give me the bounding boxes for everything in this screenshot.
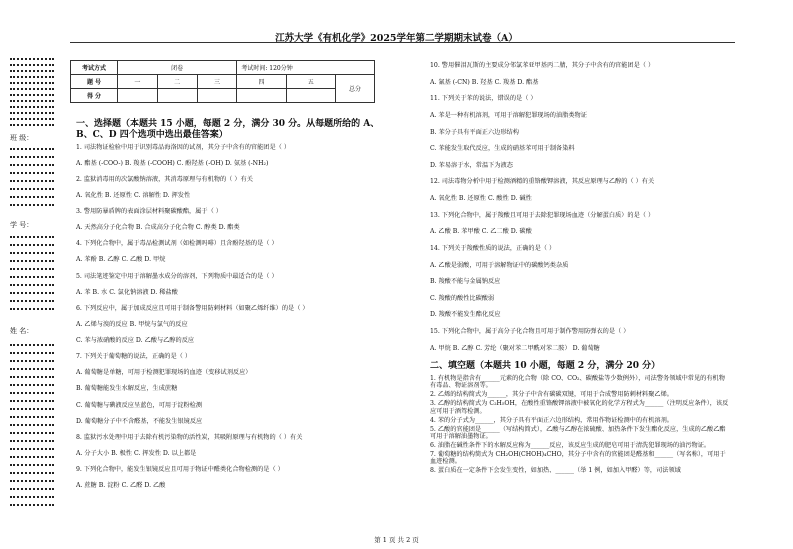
answer-options: C. 羧酸的酸性比碳酸弱 <box>430 294 495 302</box>
name-label: 姓 名： <box>10 327 34 335</box>
question-stem: 8. 监狱污水处理中用于去除有机污染物的活性炭，其吸附原理与有机物的（ ）有关 <box>76 433 303 441</box>
binding-dots <box>10 252 54 257</box>
binding-dots <box>10 76 54 81</box>
binding-dots <box>10 496 54 501</box>
question-stem: 13. 下列化合物中，属于羧酸且可用于去除犯罪现场血迹（分解蛋白质）的是（ ） <box>430 211 655 219</box>
page-footer: 第 1 页 共 2 页 <box>374 536 419 544</box>
title-rule <box>70 42 735 43</box>
question-stem: 1. 司法物证检验中用于识别毒品海洛因的试剂，其分子中含有的官能团是（ ） <box>76 143 291 151</box>
binding-dots <box>10 440 54 445</box>
column-header: 三 <box>197 75 237 89</box>
binding-dots <box>10 480 54 485</box>
fill-blank-question: 5. 乙酸的官能团是______（写结构简式），乙酸与乙醇在浓硫酸、加热条件下发生酯化反应，生成的乙酸乙酯可用于溶解油墨物证。 <box>430 425 726 440</box>
binding-dots <box>10 300 54 305</box>
answer-options: A. 酯基 (-COO-) B. 羧基 (-COOH) C. 酚羟基 (-OH) D. 氨基 (-NH₂) <box>76 159 269 167</box>
answer-options: A. 乙酸 B. 苯甲酸 C. 乙二酸 D. 碳酸 <box>430 228 532 236</box>
score-cell[interactable] <box>118 89 158 103</box>
binding-dots <box>10 416 54 421</box>
binding-dots <box>10 180 54 185</box>
score-cell[interactable] <box>237 89 286 103</box>
fill-blank-question: 1. 有机物是指含有______元素的化合物（除 CO、CO₂、碳酸盐等少数例外），司法警务领域中常见的有机物有毒品、物证溶剂等。 <box>430 375 725 390</box>
exam-time: 考试时间: 120分钟 <box>237 61 375 75</box>
answer-options: C. 苯与浓硝酸的反应 D. 乙酸与乙醇的反应 <box>76 337 195 345</box>
binding-dots <box>10 504 54 509</box>
answer-options: A. 苯 B. 水 C. 氯化钠溶液 D. 稀盐酸 <box>76 288 178 296</box>
binding-dots <box>10 292 54 297</box>
binding-dots <box>10 360 54 365</box>
fill-blank-question: 7. 葡萄糖的结构简式为 CH₂OH(CHOH)₄CHO，其分子中含有的官能团是醛基和______（写名称），可用于血迹检测。 <box>430 451 726 466</box>
question-stem: 10. 警用催泪瓦斯的主要成分邻氯苯亚甲基丙二腈，其分子中含有的官能团是（ ） <box>430 62 655 69</box>
binding-dots <box>10 400 54 405</box>
answer-options: D. 羧酸不能发生酯化反应 <box>430 311 501 319</box>
binding-dots <box>10 58 54 63</box>
answer-options: A. 分子大小 B. 极性 C. 挥发性 D. 以上都是 <box>76 449 197 457</box>
class-label: 班 级： <box>10 134 34 142</box>
student-id-label: 学 号： <box>10 221 34 229</box>
binding-dots <box>10 352 54 357</box>
binding-dots <box>10 268 54 273</box>
question-stem: 5. 司法笔迹鉴定中用于溶解墨水成分的溶剂，下列物质中最适合的是（ ） <box>76 272 278 280</box>
binding-dots <box>10 384 54 389</box>
binding-dots <box>10 70 54 75</box>
fill-blank-question: 8. 蛋白质在一定条件下会发生变性，如加热、______（举 1 例，如加入甲醛）等，司法领域 <box>430 467 681 475</box>
binding-dots <box>10 424 54 429</box>
binding-dots <box>10 344 54 349</box>
answer-options: C. 葡萄糖与碘液反应呈蓝色，可用于淀粉检测 <box>76 401 203 409</box>
section-heading: 一、选择题（本题共 15 小题，每题 2 分，满分 30 分。从每题所给的 A、B、C、D 四个选项中选出最佳答案） <box>76 119 380 140</box>
fill-blank-question: 4. 苯的分子式为______，其分子具有平面正六边形结构，常用作物证检测中的有机溶剂。 <box>430 416 673 424</box>
answer-options: A. 氰基 (-CN) B. 羟基 C. 羧基 D. 酯基 <box>430 78 539 86</box>
binding-dots <box>10 236 54 241</box>
answer-options: B. 羧酸不能与金属钠反应 <box>430 278 501 286</box>
answer-options: A. 天然高分子化合物 B. 合成高分子化合物 C. 醇类 D. 酯类 <box>76 224 240 232</box>
fill-blank-question: 6. 油脂在碱性条件下的水解反应称为______反应，该反应生成的肥皂可用于清洗犯罪现场的油污物证。 <box>430 442 711 450</box>
question-stem: 12. 司法毒物分析中用于检测酒精的重铬酸钾溶液，其反应原理与乙醇的（ ）有关 <box>430 178 655 186</box>
binding-dots <box>10 432 54 437</box>
score-cell[interactable] <box>157 89 197 103</box>
row-title-question: 题 号 <box>71 75 118 89</box>
question-stem: 15. 下列化合物中，属于高分子化合物且可用于制作警用防弹衣的是（ ） <box>430 328 630 335</box>
question-stem: 4. 下列化合物中，属于毒品检测试剂（如检测吗啡）且含酚羟基的是（ ） <box>76 240 278 248</box>
binding-dots <box>10 82 54 87</box>
answer-options: A. 乙酸是弱酸，可用于溶解物证中的碳酸钙类杂质 <box>430 261 569 269</box>
binding-dots <box>10 196 54 201</box>
right-column <box>430 62 730 477</box>
binding-dots <box>10 188 54 193</box>
answer-options: B. 苯分子具有平面正六边形结构 <box>430 128 519 136</box>
question-stem: 9. 下列化合物中，能发生银镜反应且可用于物证中醛类化合物检测的是（ ） <box>76 466 284 474</box>
binding-dots <box>10 308 54 313</box>
answer-options: A. 氧化性 B. 还原性 C. 溶解性 D. 挥发性 <box>76 191 191 199</box>
fill-blank-question: 2. 乙烯的结构简式为______，其分子中含有碳碳双键，可用于合成警用防刺材料聚乙烯。 <box>430 391 673 399</box>
question-stem: 7. 下列关于葡萄糖的说法，正确的是（ ） <box>76 353 192 361</box>
binding-dots <box>10 456 54 461</box>
binding-dots <box>10 164 54 169</box>
row-title-score: 得 分 <box>71 89 118 103</box>
question-stem: 11. 下列关于苯的说法，错误的是（ ） <box>430 95 537 103</box>
answer-options: C. 苯能发生取代反应，生成的硝基苯可用于制备染料 <box>430 145 575 153</box>
question-stem: 2. 监狱消毒用的次氯酸钠溶液，其消毒原理与有机物的（ ）有关 <box>76 175 253 183</box>
score-cell[interactable] <box>286 89 335 103</box>
score-cell[interactable] <box>197 89 237 103</box>
binding-dots <box>10 464 54 469</box>
section-heading: 二、填空题（本题共 10 小题，每题 2 分，满分 20 分） <box>430 361 661 372</box>
question-stem: 6. 下列反应中，属于加成反应且可用于制备警用防刺材料（如聚乙烯纤维）的是（ ） <box>76 304 309 312</box>
binding-dots <box>10 472 54 477</box>
binding-dots <box>10 376 54 381</box>
column-header: 二 <box>157 75 197 89</box>
binding-dots <box>10 276 54 281</box>
binding-dots <box>10 100 54 105</box>
binding-dots <box>10 204 54 209</box>
binding-dots <box>10 260 54 265</box>
answer-options: A. 苯是一种有机溶剂，可用于溶解犯罪现场的油脂类物证 <box>430 111 587 119</box>
binding-dots <box>10 88 54 93</box>
answer-options: A. 苯酚 B. 乙醇 C. 乙酸 D. 甲烷 <box>76 256 166 264</box>
binding-dots <box>10 408 54 413</box>
binding-dots <box>10 106 54 111</box>
binding-dots <box>10 368 54 373</box>
binding-dots <box>10 448 54 453</box>
score-table <box>70 60 375 103</box>
answer-options: A. 葡萄糖是单糖，可用于检测犯罪现场的血迹（变移试剂反应） <box>76 369 252 377</box>
total-label: 总分 <box>336 75 375 103</box>
question-stem: 3. 警用防暴盾牌的表面涂层材料聚碳酸酯，属于（ ） <box>76 208 222 216</box>
answer-options: A. 氧化性 B. 还原性 C. 酸性 D. 碱性 <box>430 195 532 202</box>
binding-dots <box>10 94 54 99</box>
question-stem: 14. 下列关于羧酸性质的说法，正确的是（ ） <box>430 244 556 252</box>
binding-dots <box>10 244 54 249</box>
column-header: 一 <box>118 75 158 89</box>
binding-dots <box>10 118 54 123</box>
answer-options: A. 蔗糖 B. 淀粉 C. 乙醛 D. 乙酸 <box>76 482 166 490</box>
binding-dots <box>10 124 54 129</box>
page-title: 江苏大学《有机化学》2025学年第二学期期末试卷（A） <box>275 33 518 44</box>
answer-options: D. 苯易溶于水，常温下为液态 <box>430 161 513 169</box>
binding-dots <box>10 112 54 117</box>
binding-dots <box>10 64 54 69</box>
binding-dots <box>10 156 54 161</box>
binding-dots <box>10 284 54 289</box>
answer-options: B. 葡萄糖能发生水解反应，生成蔗糖 <box>76 385 178 393</box>
binding-dots <box>10 148 54 153</box>
binding-dots <box>10 172 54 177</box>
exam-type-label: 考试方式 <box>71 61 118 75</box>
answer-options: A. 乙烯与溴的反应 B. 甲烷与氯气的反应 <box>76 320 188 328</box>
fill-blank-question: 3. 乙醇的结构简式为 C₂H₅OH，在酸性重铬酸钾溶液中被氧化的化学方程式为______（注明反应条件），该反应可用于酒驾检测。 <box>430 400 729 415</box>
column-header: 五 <box>286 75 335 89</box>
exam-type-value: 闭卷 <box>118 61 237 75</box>
answer-options: A. 甲烷 B. 乙醇 C. 芳纶（聚对苯二甲酰对苯二胺） D. 葡萄糖 <box>430 344 600 352</box>
binding-dots <box>10 488 54 493</box>
column-header: 四 <box>237 75 286 89</box>
left-column <box>76 117 381 498</box>
binding-dots <box>10 392 54 397</box>
answer-options: D. 葡萄糖分子中不含醛基，不能发生银镜反应 <box>76 417 203 425</box>
